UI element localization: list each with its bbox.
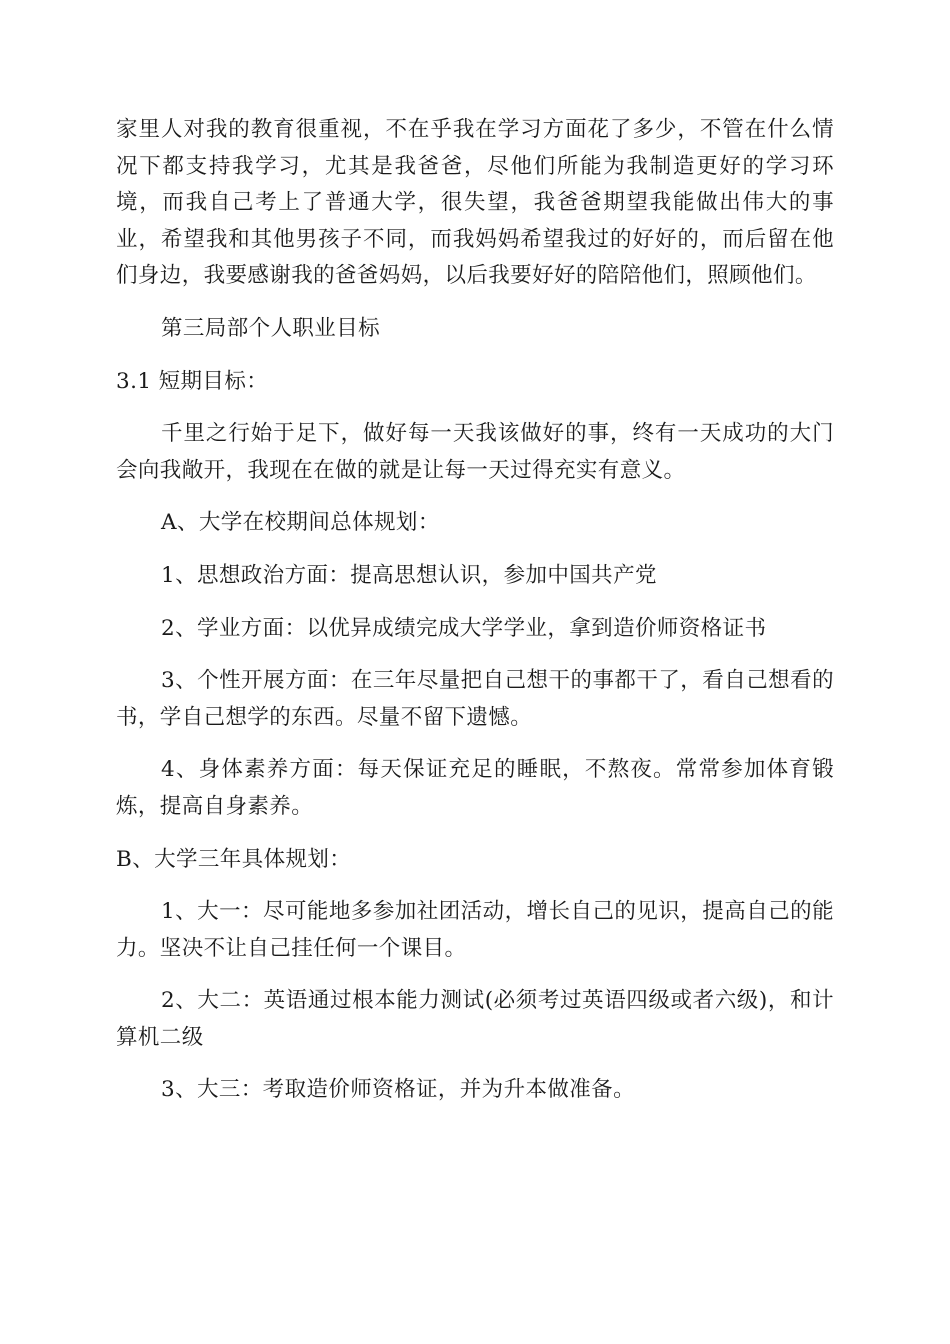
plan-b-item-3: 3、大三：考取造价师资格证，并为升本做准备。 (161, 1077, 635, 1103)
paragraph-short-term-intro: 千里之行始于足下，做好每一天我该做好的事，终有一天成功的大门会向我敞开，我现在在做的就是让每一天过得充实有意义。 (116, 421, 834, 483)
plan-a-item-4: 4、身体素养方面：每天保证充足的睡眠，不熬夜。常常参加体育锻炼，提高自身素养。 (116, 757, 834, 819)
plan-b-item-1: 1、大一：尽可能地多参加社团活动，增长自己的见识，提高自己的能力。坚决不让自己挂任何一个课目。 (116, 899, 834, 961)
plan-a-item-2: 2、学业方面：以优异成绩完成大学学业，拿到造价师资格证书 (161, 615, 767, 641)
document-page (116, 112, 834, 1109)
plan-b-heading: B、大学三年具体规划： (116, 846, 352, 872)
paragraph-family-support: 家里人对我的教育很重视，不在乎我在学习方面花了多少，不管在什么情况下都支持我学习，尤其是我爸爸，尽他们所能为我制造更好的学习环境，而我自己考上了普通大学，很失望，我爸爸期望我能做出伟大的事业，希望我和其他男孩子不同，而我妈妈希望我过的好好的，而后留在他们身边，我要感谢我的爸爸妈妈，以后我要好好的陪陪他们，照顾他们。 (116, 117, 834, 289)
plan-a-item-3: 3、个性开展方面：在三年尽量把自己想干的事都干了，看自己想看的书，学自己想学的东西。尽量不留下遗憾。 (116, 668, 834, 730)
section-3-1-heading: 3.1 短期目标： (116, 368, 269, 394)
plan-a-heading: A、大学在校期间总体规划： (161, 510, 440, 536)
plan-b-item-2: 2、大二：英语通过根本能力测试(必须考过英语四级或者六级)，和计算机二级 (116, 988, 834, 1050)
plan-a-item-1: 1、思想政治方面：提高思想认识，参加中国共产党 (161, 562, 657, 588)
section-3-heading: 第三局部个人职业目标 (161, 315, 381, 341)
